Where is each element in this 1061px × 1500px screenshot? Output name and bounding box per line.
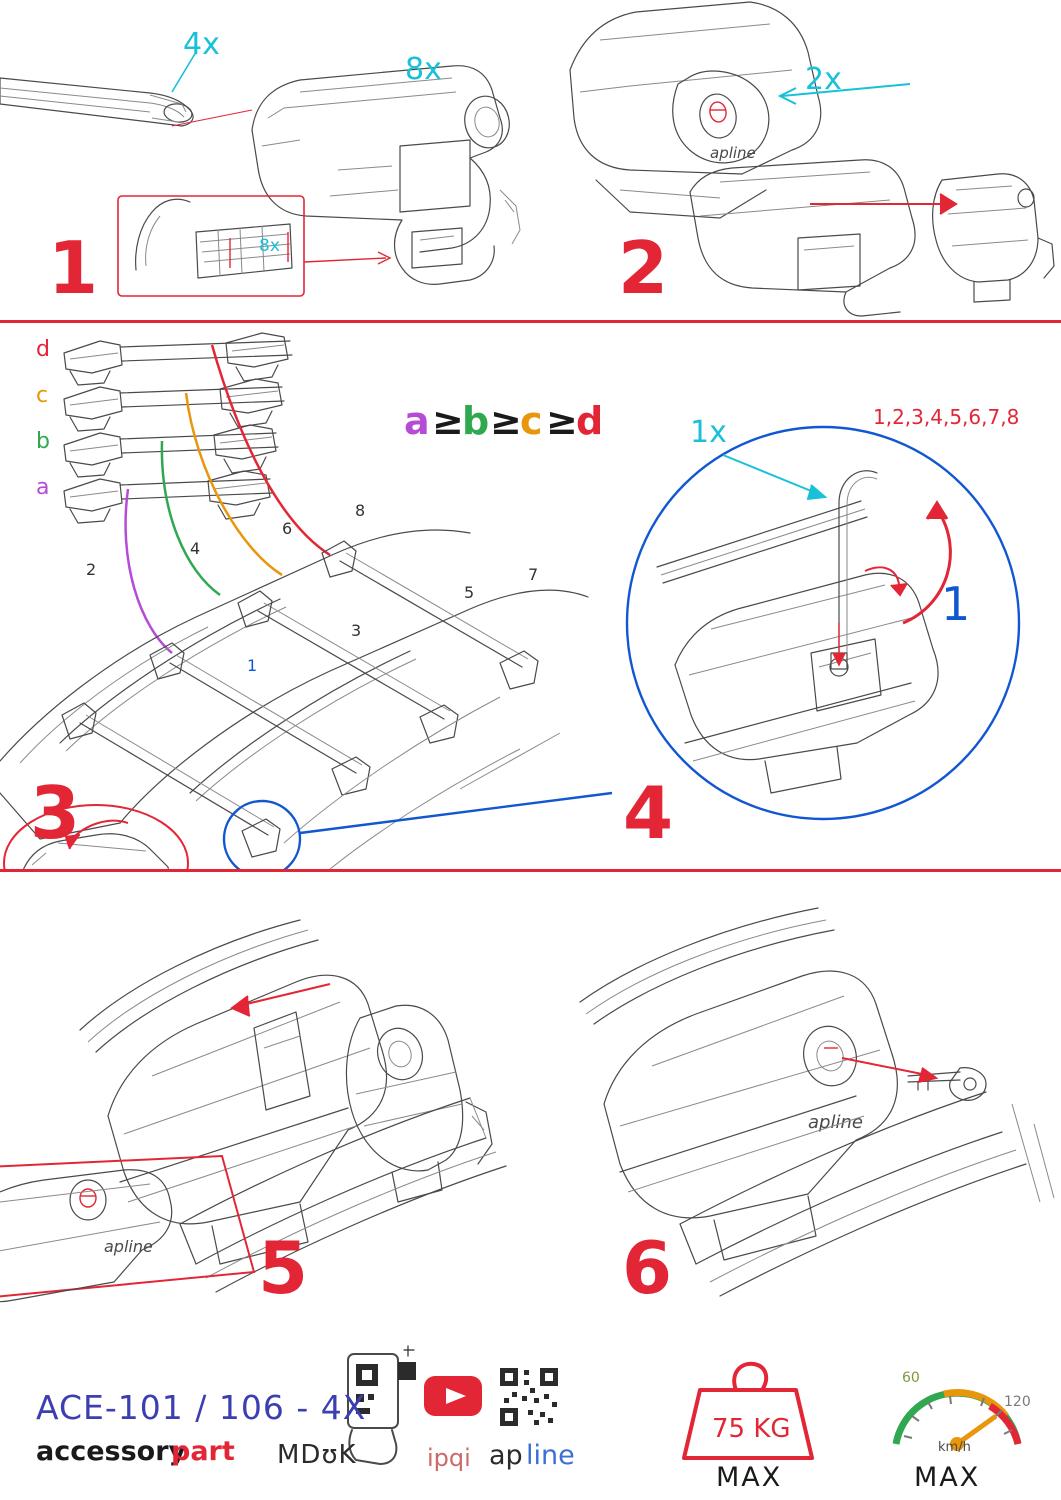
rail-variants	[64, 333, 292, 523]
step-3-number: 3	[30, 771, 81, 855]
brand-accessory: accessory	[36, 1436, 187, 1467]
step-4-number: 4	[623, 771, 674, 855]
rail-label-d: d	[36, 337, 50, 362]
tighten-order: 1,2,3,4,5,6,7,8	[873, 405, 1020, 429]
product-code: ACE-101 / 106 - 4X	[36, 1388, 367, 1427]
svg-text:apline: apline	[710, 144, 756, 162]
inequality-b: b	[462, 399, 490, 443]
rack-foot-lock-illustration	[570, 2, 821, 218]
qr-code	[500, 1368, 558, 1426]
weight-limit-value: 75 KG	[712, 1414, 791, 1444]
roof-point-8: 8	[355, 501, 366, 520]
crossbar-illustration	[0, 78, 193, 126]
svg-text:apline: apline	[808, 1112, 863, 1133]
footer-panel	[0, 1340, 1061, 1500]
qty-2x: 2x	[805, 62, 842, 97]
logo-ipqi: ipqi	[427, 1444, 471, 1472]
inequality-op3: ≥	[546, 399, 578, 443]
inequality-op2: ≥	[490, 399, 522, 443]
rail-label-c: c	[36, 383, 49, 408]
qty-8x: 8x	[405, 52, 442, 87]
brand-part: part	[171, 1436, 235, 1467]
roof-point-4: 4	[190, 539, 201, 558]
rail-label-a: a	[36, 475, 50, 500]
qty-1x-tool: 1x	[690, 415, 727, 450]
step-1-number: 1	[48, 226, 99, 310]
roof-point-5: 5	[464, 583, 475, 602]
logo-mdak: MDʊK	[277, 1440, 357, 1470]
step-6-panel	[540, 872, 1061, 1342]
inequality-op1: ≥	[432, 399, 464, 443]
step-2-panel	[560, 0, 1061, 320]
logo-apline-line: line	[526, 1440, 575, 1471]
roof-point-1: 1	[247, 656, 258, 675]
qty-8x-detail: 8x	[259, 236, 280, 256]
step-5-panel	[0, 872, 540, 1342]
step-2-number: 2	[618, 226, 669, 310]
step-1-panel	[0, 0, 560, 320]
roof-point-7: 7	[528, 565, 539, 584]
inequality-a: a	[404, 399, 430, 443]
speed-unit: km/h	[938, 1440, 971, 1455]
roof-point-6: 6	[282, 519, 293, 538]
rack-foot-assembly-illustration	[690, 160, 1054, 316]
rail-label-b: b	[36, 429, 50, 454]
step-4-panel	[615, 323, 1061, 869]
step-5-number: 5	[258, 1226, 309, 1310]
qty-4x: 4x	[183, 27, 220, 62]
step-6-number: 6	[622, 1226, 673, 1310]
youtube-icon	[424, 1376, 482, 1416]
speed-limit-max: MAX	[914, 1462, 981, 1493]
rack-foot-illustration	[252, 66, 520, 285]
roof-point-3: 3	[351, 621, 362, 640]
torque-step-number: 1	[941, 577, 971, 631]
speed-tick-120: 120	[1004, 1394, 1031, 1410]
step-3-panel	[0, 323, 615, 869]
inequality-d: d	[576, 399, 604, 443]
svg-text:apline: apline	[104, 1237, 153, 1256]
speed-tick-60: 60	[902, 1370, 920, 1386]
weight-limit-max: MAX	[716, 1462, 783, 1493]
roof-point-2: 2	[86, 560, 97, 579]
logo-small	[710, 144, 756, 162]
logo-apline-ap: ap	[489, 1440, 523, 1471]
inequality-c: c	[520, 399, 543, 443]
